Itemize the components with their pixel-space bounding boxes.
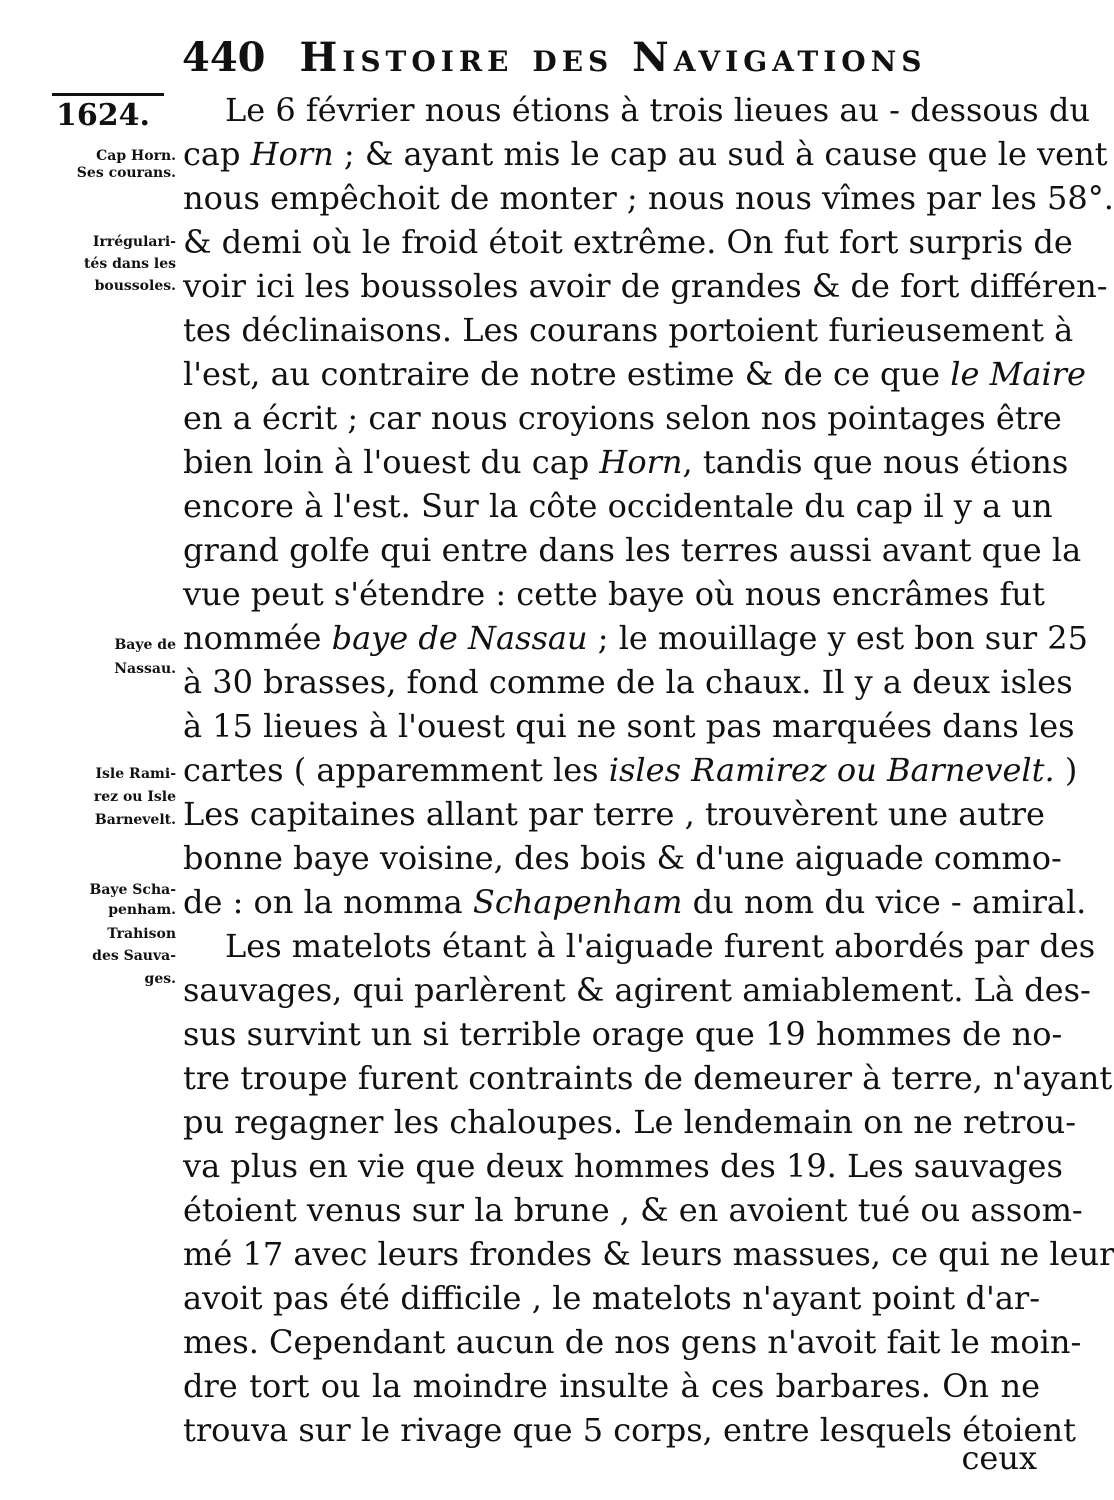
text-line: mé 17 avec leurs frondes & leurs massues, ce qui ne leur [183,1235,1114,1273]
catchword: ceux [961,1439,1037,1477]
text-line: va plus en vie que deux hommes des 19. Les sauvages [183,1147,1063,1185]
text-line: pu regagner les chaloupes. Le lendemain on ne retrou- [183,1103,1077,1141]
text-line: Les capitaines allant par terre , trouvèrent une autre [183,795,1045,833]
text-line: bonne baye voisine, des bois & d'une aiguade commo- [183,839,1062,877]
text-line: étoient venus sur la brune , & en avoient tué ou assom- [183,1191,1083,1229]
text-line: avoit pas été difficile , le matelots n'ayant point d'ar- [183,1279,1040,1317]
margin-note: des Sauva- [92,948,176,964]
margin-note: Nassau. [114,661,176,677]
margin-note: penham. [108,902,176,918]
text-line: sauvages, qui parlèrent & agirent amiablement. Là des- [183,971,1091,1009]
margin-year: 1624. [56,98,150,133]
margin-note: Cap Horn. [96,148,176,164]
margin-note: Barnevelt. [94,812,176,828]
text-line: Le 6 février nous étions à trois lieues au - dessous du [225,91,1090,129]
page-number: 440 [182,34,266,81]
text-line: Les matelots étant à l'aiguade furent abordés par des [225,927,1096,965]
text-line: vue peut s'étendre : cette baye où nous encrâmes fut [183,575,1045,613]
text-line: cartes ( apparemment les isles Ramirez ou Barnevelt. ) [183,751,1078,789]
text-line: nous empêchoit de monter ; nous nous vîmes par les 58°. [183,179,1114,217]
text-line: bien loin à l'ouest du cap Horn, tandis que nous étions [183,443,1069,481]
margin-note: ges. [144,971,176,987]
margin-note: rez ou Isle [93,789,176,805]
text-line: voir ici les boussoles avoir de grandes & de fort différen- [183,267,1108,305]
text-line: à 15 lieues à l'ouest qui ne sont pas marquées dans les [183,707,1075,745]
text-line: de : on la nomma Schapenham du nom du vice - amiral. [183,883,1087,921]
text-line: encore à l'est. Sur la côte occidentale du cap il y a un [183,487,1053,525]
text-line: cap Horn ; & ayant mis le cap au sud à cause que le vent [183,135,1108,173]
text-line: à 30 brasses, fond comme de la chaux. Il y a deux isles [183,663,1073,701]
text-line: dre tort ou la moindre insulte à ces barbares. On ne [183,1367,1040,1405]
margin-note: Trahison [107,926,176,942]
running-title: Histoire des Navigations [299,34,927,81]
text-line: l'est, au contraire de notre estime & de ce que le Maire [183,355,1086,393]
text-line: tre troupe furent contraints de demeurer à terre, n'ayant [183,1059,1113,1097]
text-line: sus survint un si terrible orage que 19 hommes de no- [183,1015,1063,1053]
margin-note: boussoles. [94,278,176,294]
margin-note: Irrégulari- [92,234,176,250]
text-line: & demi où le froid étoit extrême. On fut fort surpris de [183,223,1073,261]
running-header [182,34,942,80]
text-line: trouva sur le rivage que 5 corps, entre lesquels étoient [183,1411,1076,1449]
margin-note: Isle Rami- [95,766,176,782]
text-line: en a écrit ; car nous croyions selon nos pointages être [183,399,1062,437]
text-line: grand golfe qui entre dans les terres aussi avant que la [183,531,1082,569]
margin-note: tés dans les [83,256,176,272]
margin-note: Baye de [114,637,176,653]
margin-note: Baye Scha- [89,882,176,898]
margin-note: Ses courans. [76,165,176,181]
text-line: mes. Cependant aucun de nos gens n'avoit fait le moin- [183,1323,1082,1361]
text-line: tes déclinaisons. Les courans portoient furieusement à [183,311,1074,349]
text-line: nommée baye de Nassau ; le mouillage y est bon sur 25 [183,619,1089,657]
margin-rule [52,93,164,96]
